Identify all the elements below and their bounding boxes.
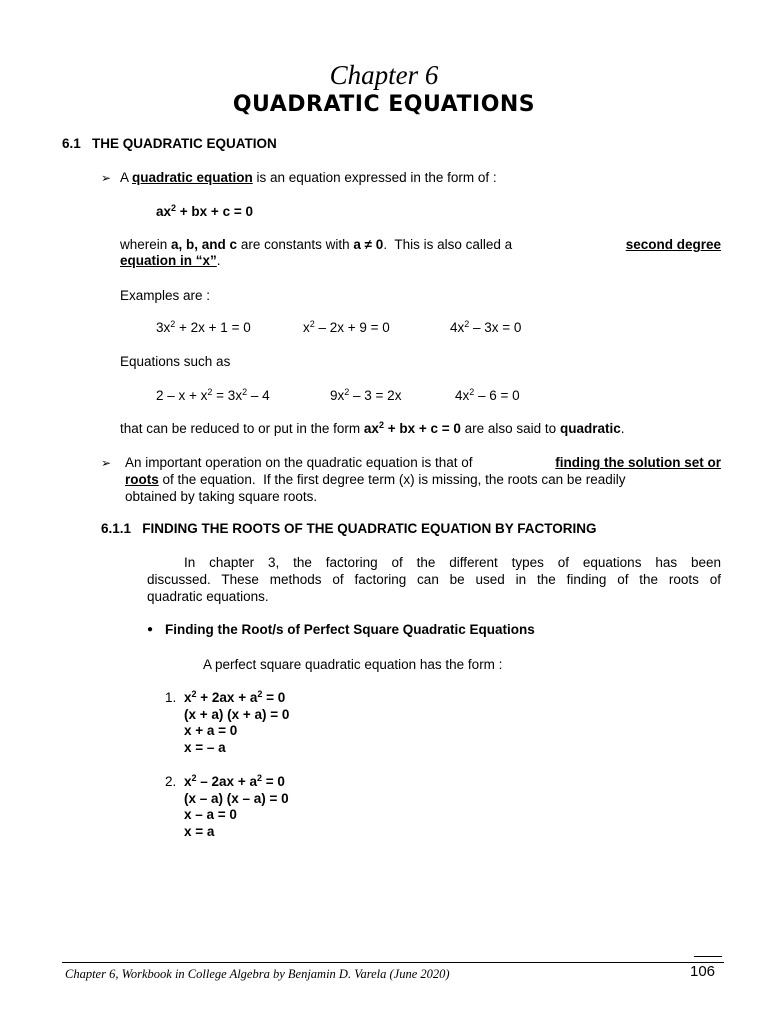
arrowhead-bullet-icon: ➢ xyxy=(101,456,112,470)
definition-line: A quadratic equation is an equation expressed in the form of : xyxy=(120,170,497,185)
such-example-2: $9x^2 - 3 = 2x$ xyxy=(330,387,402,403)
example-2: $x^2 - 2x + 9 = 0$ xyxy=(303,319,390,335)
reduce-line: that can be reduced to or put in the form $ax^2$ + bx + c = 0 are also said to quadratic. xyxy=(120,420,625,436)
item2-step: x – a = 0 xyxy=(184,807,237,822)
item1-step: x + a = 0 xyxy=(184,723,238,738)
item2-solution: x = a xyxy=(184,824,215,839)
such-example-3: $4x^2 - 6 = 0$ xyxy=(455,387,520,403)
dot-bullet-icon: ● xyxy=(147,624,154,635)
item1-solution: x = – a xyxy=(184,740,226,755)
item-number: 1. xyxy=(165,690,177,705)
page-title: QUADRATIC EQUATIONS xyxy=(232,92,536,117)
factoring-para-line1: In chapter 3, the factoring of the different types of equations has been xyxy=(184,555,721,570)
operation-line3: obtained by taking square roots. xyxy=(125,489,318,504)
wherein-line1: wherein a, b, and c are constants with a ≠ 0. This is also called a second degree xyxy=(120,237,721,252)
example-1: $3x^2 + 2x + 1 = 0$ xyxy=(156,319,251,335)
factoring-para-line2: discussed. These methods of factoring can be used in the finding of the roots of xyxy=(147,572,721,587)
footer-mark xyxy=(694,956,722,957)
footer-divider xyxy=(62,962,724,963)
examples-label: Examples are : xyxy=(120,288,211,303)
operation-line2: roots of the equation. If the first degree term (x) is missing, the roots can be readily xyxy=(125,472,626,487)
item1-factored: (x + a) (x + a) = 0 xyxy=(184,707,290,722)
subsection-heading: 6.1.1 FINDING THE ROOTS OF THE QUADRATIC EQUATION BY FACTORING xyxy=(101,521,597,536)
item-number: 2. xyxy=(165,774,177,789)
arrowhead-bullet-icon: ➢ xyxy=(101,171,112,185)
term-quadratic-equation: quadratic equation xyxy=(132,170,253,185)
wherein-line2: equation in “x”. xyxy=(120,253,221,268)
perfect-square-heading: Finding the Root/s of Perfect Square Quadratic Equations xyxy=(165,622,535,637)
item2-equation: $x^2 - 2ax + a^2 = 0$ xyxy=(184,773,285,789)
general-form: $ax^2$ + bx + c = 0 xyxy=(156,203,253,219)
footer-citation: Chapter 6, Workbook in College Algebra by Benjamin D. Varela (June 2020) xyxy=(65,967,450,981)
item2-factored: (x – a) (x – a) = 0 xyxy=(184,791,289,806)
page-number: 106 xyxy=(690,963,716,980)
operation-line1: An important operation on the quadratic equation is that of finding the solution set or xyxy=(125,455,721,470)
factoring-para-line3: quadratic equations. xyxy=(147,589,269,604)
item1-equation: $x^2 + 2ax + a^2 = 0$ xyxy=(184,689,286,705)
such-example-1: $2 - x + x^2 = 3x^2 - 4$ xyxy=(156,387,270,403)
example-3: $4x^2 - 3x = 0$ xyxy=(450,319,522,335)
such-label: Equations such as xyxy=(120,354,231,369)
chapter-label: Chapter 6 xyxy=(329,60,439,90)
section-heading: 6.1 THE QUADRATIC EQUATION xyxy=(62,136,277,151)
perfect-square-form-text: A perfect square quadratic equation has the form : xyxy=(203,657,503,672)
